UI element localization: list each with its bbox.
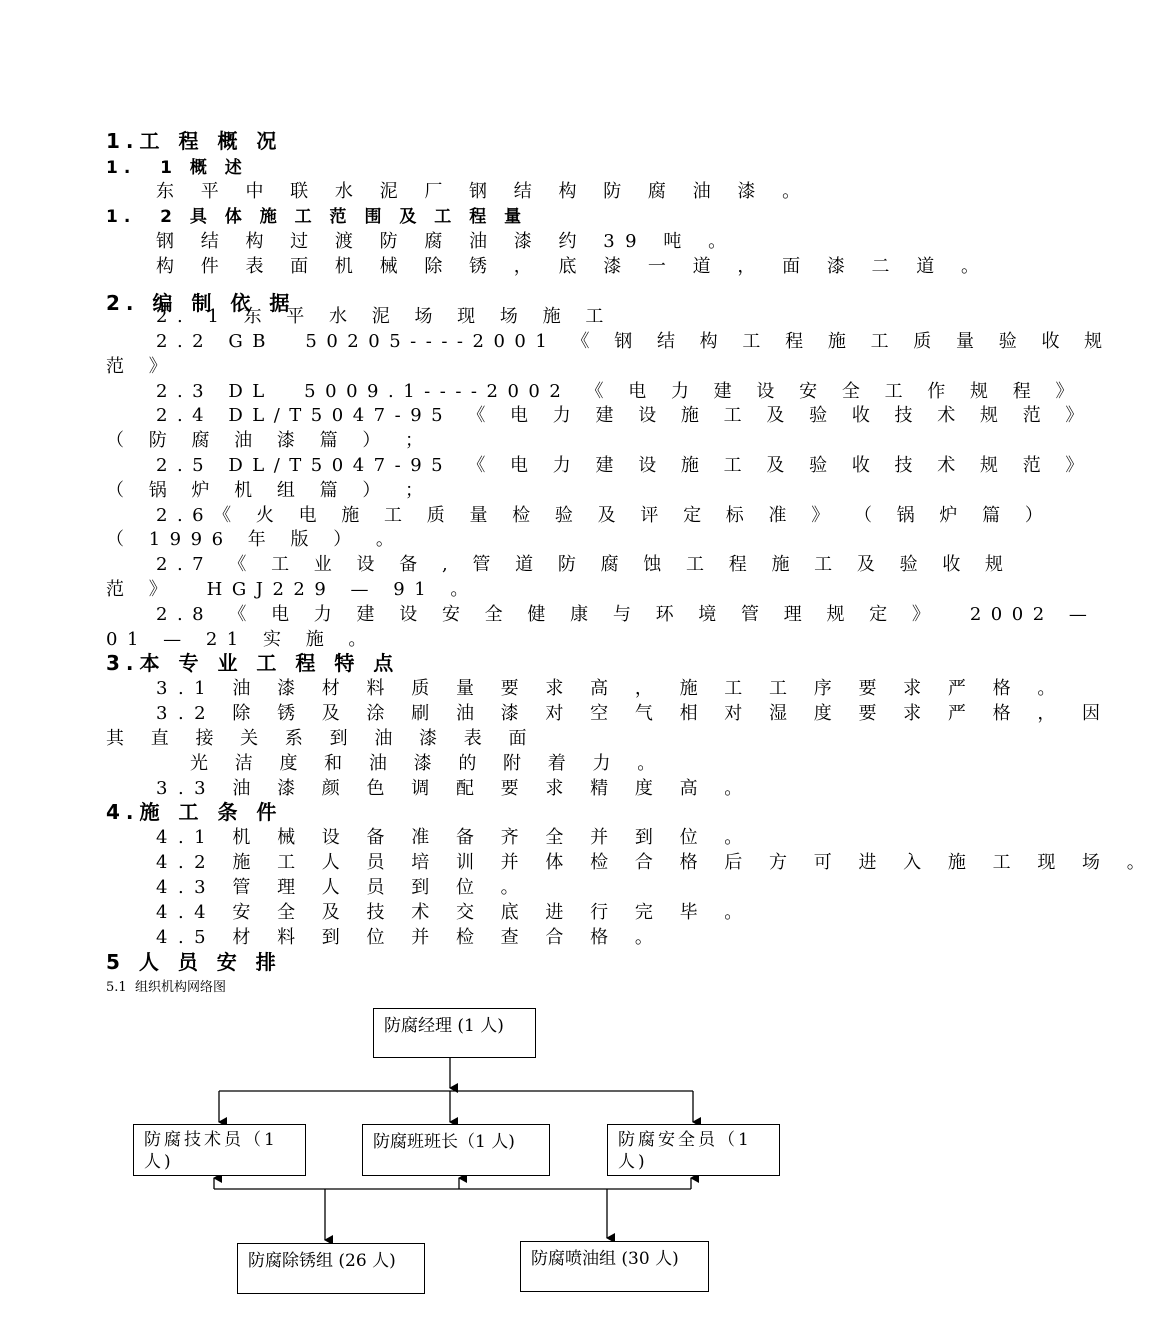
list-item-continued: （ 锅 炉 机 组 篇 ） ； <box>106 480 433 501</box>
list-item-continued: 其 直 接 关 系 到 油 漆 表 面 <box>106 728 537 749</box>
list-item-continued: 范 》 HGJ229 — 91 。 <box>106 579 478 600</box>
list-item-continued: （ 1996 年 版 ） 。 <box>106 529 404 550</box>
list-item: 2.3 DL 5009.1----2002 《 电 力 建 设 安 全 工 作 规 程 》 <box>156 381 1083 402</box>
list-item: 2.5 DL/T5047-95 《 电 力 建 设 施 工 及 验 收 技 术 规 范 》 <box>156 455 1093 476</box>
list-item: 4.3 管 理 人 员 到 位 。 <box>156 877 530 898</box>
list-item: 3.3 油 漆 颜 色 调 配 要 求 精 度 高 。 <box>156 778 753 799</box>
list-item: 2.4 DL/T5047-95 《 电 力 建 设 施 工 及 验 收 技 术 规 范 》 <box>156 405 1093 426</box>
list-item-continued: 01 — 21 实 施 。 <box>106 629 376 650</box>
list-item: 2.8 《 电 力 建 设 安 全 健 康 与 环 境 管 理 规 定 》 2002 — <box>156 604 1097 625</box>
list-item: 2. 1 东 平 水 泥 场 现 场 施 工 <box>156 306 613 327</box>
section-1-2-heading: 1. 2 具 体 施 工 范 围 及 工 程 量 <box>106 207 528 227</box>
section-1-1-heading: 1. 1 概 述 <box>106 158 248 178</box>
paragraph: 东 平 中 联 水 泥 厂 钢 结 构 防 腐 油 漆 。 <box>156 181 811 202</box>
org-box-safety-officer: 防腐安全员（1 人) <box>607 1124 780 1176</box>
list-item-continued: 范 》 <box>106 356 177 377</box>
paragraph: 钢 结 构 过 渡 防 腐 油 漆 约 39 吨 。 <box>156 231 737 252</box>
section-4-heading: 4.施 工 条 件 <box>106 800 283 824</box>
section-2-heading: 2. 编 制 依 据 <box>106 291 296 315</box>
list-item: 3.2 除 锈 及 涂 刷 油 漆 对 空 气 相 对 湿 度 要 求 严 格 ， 因 <box>156 703 1111 724</box>
list-item: 2.2 GB 50205----2001 《 钢 结 构 工 程 施 工 质 量 验 收 规 <box>156 331 1112 352</box>
list-item: 2.7 《 工 业 设 备 , 管 道 防 腐 蚀 工 程 施 工 及 验 收 规 <box>156 554 1013 575</box>
section-5-heading: 5 人 员 安 排 <box>106 950 282 974</box>
list-item: 4.1 机 械 设 备 准 备 齐 全 并 到 位 。 <box>156 827 753 848</box>
figure-caption: 5.1 组织机构网络图 <box>106 980 226 995</box>
list-item-continued: （ 防 腐 油 漆 篇 ） ； <box>106 430 433 451</box>
list-item: 3.1 油 漆 材 料 质 量 要 求 高 ， 施 工 工 序 要 求 严 格 。 <box>156 678 1066 699</box>
list-item: 4.5 材 料 到 位 并 检 查 合 格 。 <box>156 927 664 948</box>
list-item-continued: 光 洁 度 和 油 漆 的 附 着 力 。 <box>190 753 666 774</box>
list-item: 2.6《 火 电 施 工 质 量 检 验 及 评 定 标 准 》 （ 锅 炉 篇 ） <box>156 505 1053 526</box>
list-item: 4.4 安 全 及 技 术 交 底 进 行 完 毕 。 <box>156 902 753 923</box>
org-box-manager: 防腐经理 (1 人) <box>373 1008 536 1058</box>
org-box-technician: 防腐技术员（1 人) <box>133 1124 306 1176</box>
org-box-painting-team: 防腐喷油组 (30 人) <box>520 1241 709 1292</box>
section-3-heading: 3.本 专 业 工 程 特 点 <box>106 651 400 675</box>
paragraph: 构 件 表 面 机 械 除 锈 ， 底 漆 一 道 ， 面 漆 二 道 。 <box>156 256 990 277</box>
section-1-heading: 1.工 程 概 况 <box>106 129 283 153</box>
list-item: 4.2 施 工 人 员 培 训 并 体 检 合 格 后 方 可 进 入 施 工 现 场 。 <box>156 852 1155 873</box>
org-box-rust-removal-team: 防腐除锈组 (26 人) <box>237 1243 425 1294</box>
org-box-team-leader: 防腐班班长（1 人) <box>362 1124 550 1176</box>
